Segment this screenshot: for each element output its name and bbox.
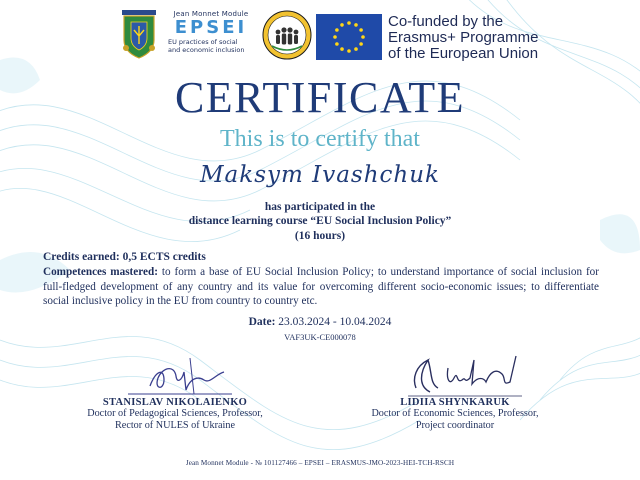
epsei-subtitle-line2: and economic inclusion: [168, 46, 245, 54]
eu-line-2: Erasmus+ Programme: [388, 29, 539, 46]
date-line: [0, 316, 640, 328]
jm-module-label: Jean Monnet Module: [173, 10, 249, 18]
jean-monnet-epsei-logo: [164, 10, 258, 54]
eu-flag-icon: [316, 14, 382, 60]
certificate-code: VAF3UK-CE000078: [284, 332, 356, 342]
date-value: 23.03.2024 - 10.04.2024: [275, 316, 392, 328]
certify-statement: This is to certify that: [220, 126, 420, 152]
left-signature-image: [120, 350, 240, 400]
recipient-name: Maksym Ivashchuk: [200, 162, 440, 188]
competences-paragraph: [43, 265, 599, 309]
left-signer-block: [40, 397, 310, 432]
footer-grant-reference: Jean Monnet Module - № 101127466 – EPSEI – ERASMUS-JMO-2023-HEI-TCH-RSCH: [185, 459, 455, 467]
project-round-emblem-logo: [262, 10, 312, 60]
eu-line-1: Co-funded by the: [388, 13, 504, 30]
competences-label: Competences mastered:: [43, 266, 158, 278]
eu-line-3: of the European Union: [388, 45, 539, 62]
participated-line: has participated in the: [264, 201, 376, 213]
right-signer-role-2: Project coordinator: [415, 420, 495, 431]
epsei-acronym: EPSEI: [174, 17, 248, 38]
certificate-title: CERTIFICATE: [174, 73, 466, 122]
credits-earned: Credits earned: 0,5 ECTS credits: [43, 251, 206, 263]
left-signer-name: STANISLAV NIKOLAIENKO: [102, 397, 248, 408]
university-coat-of-arms-logo: [118, 10, 160, 60]
course-name-line: distance learning course “EU Social Inclusion Policy”: [188, 215, 452, 227]
right-signer-role-1: Doctor of Economic Sciences, Professor,: [371, 408, 539, 419]
epsei-subtitle-line1: EU practices of social: [168, 38, 238, 46]
right-signature-image: [398, 348, 528, 400]
course-hours-line: (16 hours): [294, 230, 346, 242]
left-signer-role-1: Doctor of Pedagogical Sciences, Professor,: [87, 408, 263, 419]
date-label: Date:: [248, 316, 276, 328]
right-signer-name: LIDIIA SHYNKARUK: [400, 397, 510, 408]
left-signer-role-2: Rector of NULES of Ukraine: [115, 420, 235, 431]
erasmus-cofunding-text: [388, 14, 538, 62]
competences-text: to form a base of EU Social Inclusion Policy; to understand importance of social inclusion for full-fledged development of any country and its value for overcoming different socio-economic issues; to differentiate social inclusive policy in the EU from country to country etc.: [43, 266, 599, 307]
right-signer-block: [340, 397, 570, 432]
